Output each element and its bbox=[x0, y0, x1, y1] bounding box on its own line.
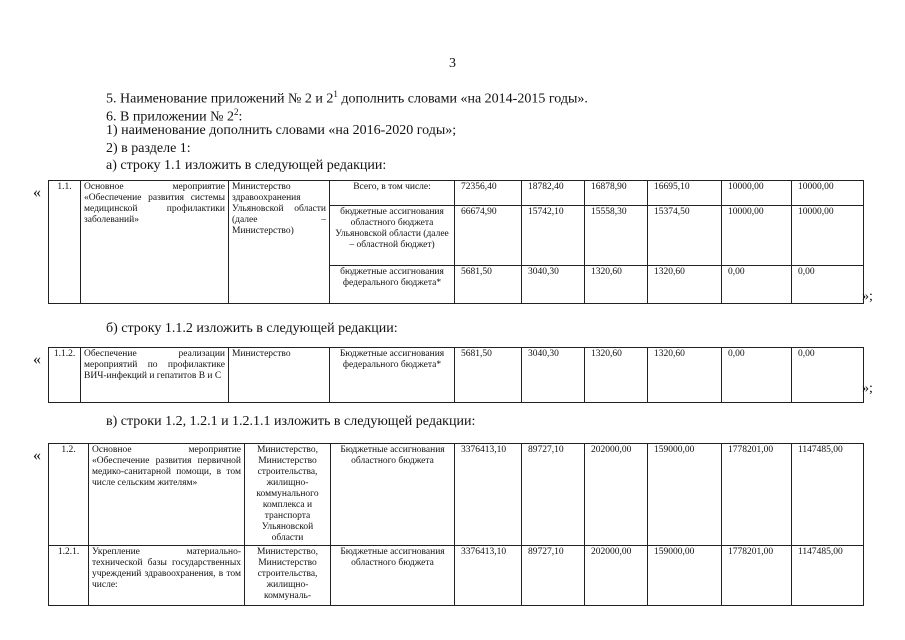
value-cell: 3040,30 bbox=[522, 348, 585, 403]
executor: Министерство, Министерство строительства, жилищно-коммуналь- bbox=[245, 546, 331, 606]
paragraph-5-sup: 1 bbox=[333, 89, 338, 99]
executor: Министерство bbox=[229, 348, 330, 403]
value-cell: 1778201,00 bbox=[722, 444, 792, 546]
value-cell: 1320,60 bbox=[585, 348, 648, 403]
value-cell: 1320,60 bbox=[648, 266, 722, 304]
value-cell: 66674,90 bbox=[455, 206, 522, 266]
value-cell: 3376413,10 bbox=[455, 546, 522, 606]
funding-source: Бюджетные ассигнования федерального бюджета* bbox=[330, 348, 455, 403]
measure-name: Укрепление материально-технической базы государственных учреждений здравоохранения, в том числе: bbox=[89, 546, 245, 606]
open-quote-b: « bbox=[33, 351, 41, 368]
value-cell: 89727,10 bbox=[522, 546, 585, 606]
row-number: 1.2.1. bbox=[49, 546, 89, 606]
executor: Министерство, Министерство строительства, жилищно-коммунального комплекса и транспорта Ульяновской области bbox=[245, 444, 331, 546]
funding-source: бюджетные ассигнования областного бюджета Ульяновской области (далее – областной бюджет) bbox=[330, 206, 455, 266]
paragraph-5-tail: дополнить словами «на 2014-2015 годы». bbox=[337, 91, 588, 107]
measure-name: Обеспечение реализации мероприятий по профилактике ВИЧ-инфекций и гепатитов В и С bbox=[81, 348, 229, 403]
paragraph-6-text: 6. В приложении № 2 bbox=[106, 109, 234, 125]
value-cell: 1147485,00 bbox=[792, 546, 864, 606]
close-quote-a: »; bbox=[862, 289, 873, 304]
value-cell: 89727,10 bbox=[522, 444, 585, 546]
value-cell: 15742,10 bbox=[522, 206, 585, 266]
value-cell: 0,00 bbox=[722, 348, 792, 403]
paragraph-6-tail: : bbox=[238, 109, 243, 125]
value-cell: 3376413,10 bbox=[455, 444, 522, 546]
value-cell: 72356,40 bbox=[455, 181, 522, 206]
value-cell: 1320,60 bbox=[648, 348, 722, 403]
item-b: б) строку 1.1.2 изложить в следующей редакции: bbox=[106, 321, 398, 336]
value-cell: 1320,60 bbox=[585, 266, 648, 304]
value-cell: 1147485,00 bbox=[792, 444, 864, 546]
value-cell: 159000,00 bbox=[648, 444, 722, 546]
value-cell: 0,00 bbox=[792, 266, 864, 304]
value-cell: 16878,90 bbox=[585, 181, 648, 206]
close-quote-b: »; bbox=[862, 381, 873, 396]
value-cell: 10000,00 bbox=[792, 206, 864, 266]
measure-name: Основное мероприятие «Обеспечение развития системы медицинской профилактики заболеваний» bbox=[81, 181, 229, 304]
paragraph-5-text: 5. Наименование приложений № 2 и 2 bbox=[106, 91, 334, 107]
item-a: а) строку 1.1 изложить в следующей редакции: bbox=[106, 158, 387, 173]
value-cell: 15558,30 bbox=[585, 206, 648, 266]
executor: Министерство здравоохранения Ульяновской области (далее – Министерство) bbox=[229, 181, 330, 304]
row-number: 1.1.2. bbox=[49, 348, 81, 403]
funding-source: Бюджетные ассигнования областного бюджета bbox=[331, 546, 455, 606]
value-cell: 202000,00 bbox=[585, 444, 648, 546]
value-cell: 15374,50 bbox=[648, 206, 722, 266]
measure-name: Основное мероприятие «Обеспечение развития первичной медико-санитарной помощи, в том числе сельским жителям» bbox=[89, 444, 245, 546]
item-1: 1) наименование дополнить словами «на 2016-2020 годы»; bbox=[106, 123, 457, 138]
funding-source: Всего, в том числе: bbox=[330, 181, 455, 206]
value-cell: 3040,30 bbox=[522, 266, 585, 304]
value-cell: 10000,00 bbox=[722, 181, 792, 206]
table-row-1-1-2 bbox=[48, 347, 864, 403]
paragraph-6-sup: 2 bbox=[234, 107, 239, 117]
open-quote-a: « bbox=[33, 184, 41, 201]
row-number: 1.1. bbox=[49, 181, 81, 304]
funding-source: Бюджетные ассигнования областного бюджета bbox=[331, 444, 455, 546]
value-cell: 5681,50 bbox=[455, 266, 522, 304]
value-cell: 1778201,00 bbox=[722, 546, 792, 606]
item-2: 2) в разделе 1: bbox=[106, 141, 191, 156]
value-cell: 0,00 bbox=[792, 348, 864, 403]
funding-source: бюджетные ассигнования федерального бюджета* bbox=[330, 266, 455, 304]
value-cell: 5681,50 bbox=[455, 348, 522, 403]
value-cell: 18782,40 bbox=[522, 181, 585, 206]
row-number: 1.2. bbox=[49, 444, 89, 546]
value-cell: 10000,00 bbox=[792, 181, 864, 206]
open-quote-c: « bbox=[33, 447, 41, 464]
value-cell: 159000,00 bbox=[648, 546, 722, 606]
page-number: 3 bbox=[449, 56, 456, 71]
value-cell: 16695,10 bbox=[648, 181, 722, 206]
value-cell: 10000,00 bbox=[722, 206, 792, 266]
item-c: в) строки 1.2, 1.2.1 и 1.2.1.1 изложить в следующей редакции: bbox=[106, 414, 476, 429]
value-cell: 202000,00 bbox=[585, 546, 648, 606]
table-row-1-1 bbox=[48, 180, 864, 304]
table-rows-1-2 bbox=[48, 443, 864, 606]
value-cell: 0,00 bbox=[722, 266, 792, 304]
